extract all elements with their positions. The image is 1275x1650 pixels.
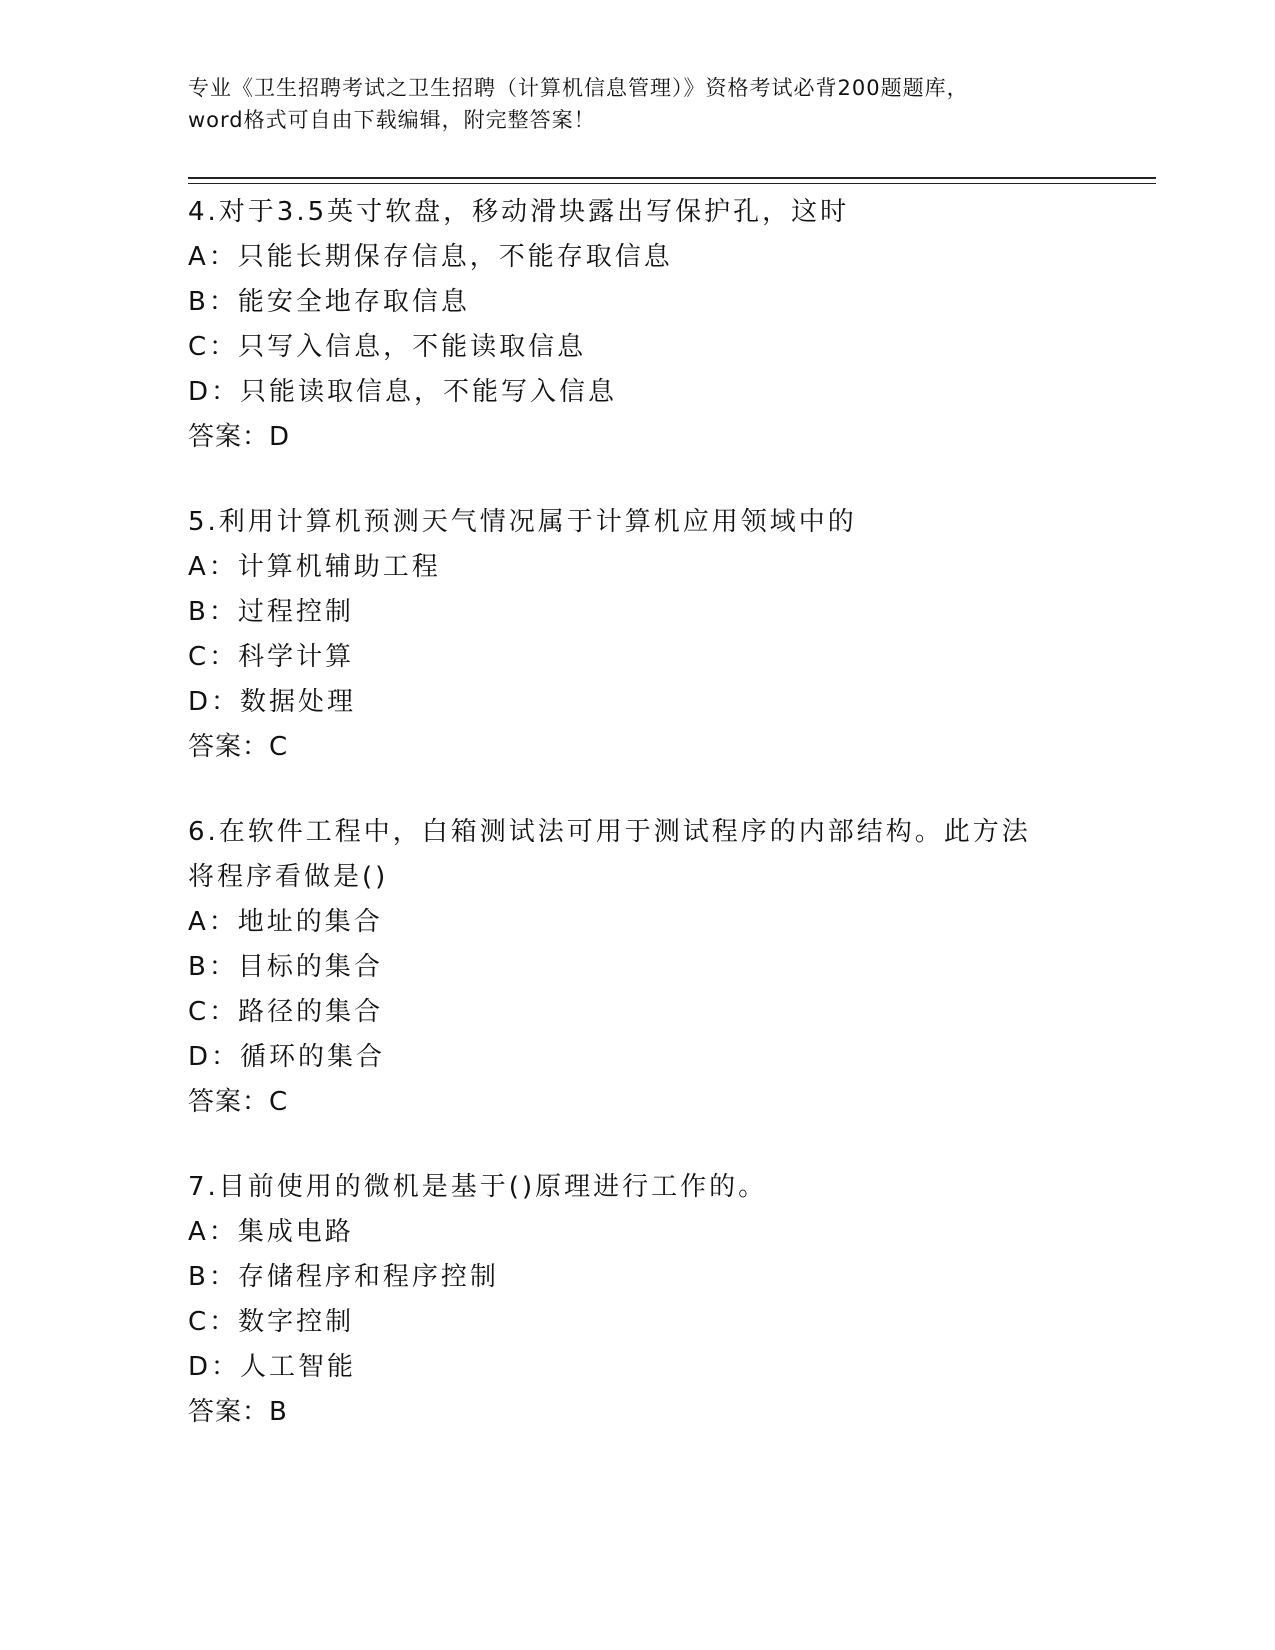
option-b: B：过程控制 <box>188 597 354 627</box>
option-d: D：循环的集合 <box>188 1042 386 1072</box>
question-list <box>188 190 1088 1475</box>
option-a: A：只能长期保存信息，不能存取信息 <box>188 242 673 272</box>
option-c: C：只写入信息，不能读取信息 <box>188 332 587 362</box>
option-a: A：计算机辅助工程 <box>188 552 441 582</box>
option-c: C：数字控制 <box>188 1307 355 1337</box>
option-b: B：存储程序和程序控制 <box>188 1262 499 1292</box>
option-b: B：能安全地存取信息 <box>188 287 470 317</box>
option-d: D：数据处理 <box>188 687 357 717</box>
answer: 答案：C <box>188 732 289 762</box>
question-6 <box>188 810 1088 1125</box>
option-a: A：集成电路 <box>188 1217 354 1247</box>
option-d: D：人工智能 <box>188 1352 357 1382</box>
header-divider-thick <box>188 177 1156 179</box>
option-b: B：目标的集合 <box>188 952 383 982</box>
answer: 答案：B <box>188 1397 288 1427</box>
document-header <box>188 72 1088 136</box>
header-divider-thin <box>188 183 1156 184</box>
question-7 <box>188 1165 1088 1435</box>
question-stem: 7.目前使用的微机是基于()原理进行工作的。 <box>188 1172 768 1202</box>
option-a: A：地址的集合 <box>188 907 383 937</box>
answer: 答案：D <box>188 422 291 452</box>
question-stem: 4.对于3.5英寸软盘，移动滑块露出写保护孔，这时 <box>188 197 850 227</box>
question-4 <box>188 190 1088 460</box>
header-line-2: word格式可自由下载编辑，附完整答案！ <box>188 108 596 132</box>
option-c: C：科学计算 <box>188 642 355 672</box>
question-5 <box>188 500 1088 770</box>
answer: 答案：C <box>188 1087 289 1117</box>
header-line-1: 专业《卫生招聘考试之卫生招聘（计算机信息管理）》资格考试必背200题题库， <box>188 76 969 100</box>
question-stem: 6.在软件工程中，白箱测试法可用于测试程序的内部结构。此方法将程序看做是() <box>188 817 1031 892</box>
question-stem: 5.利用计算机预测天气情况属于计算机应用领域中的 <box>188 507 857 537</box>
option-d: D：只能读取信息，不能写入信息 <box>188 377 618 407</box>
option-c: C：路径的集合 <box>188 997 384 1027</box>
